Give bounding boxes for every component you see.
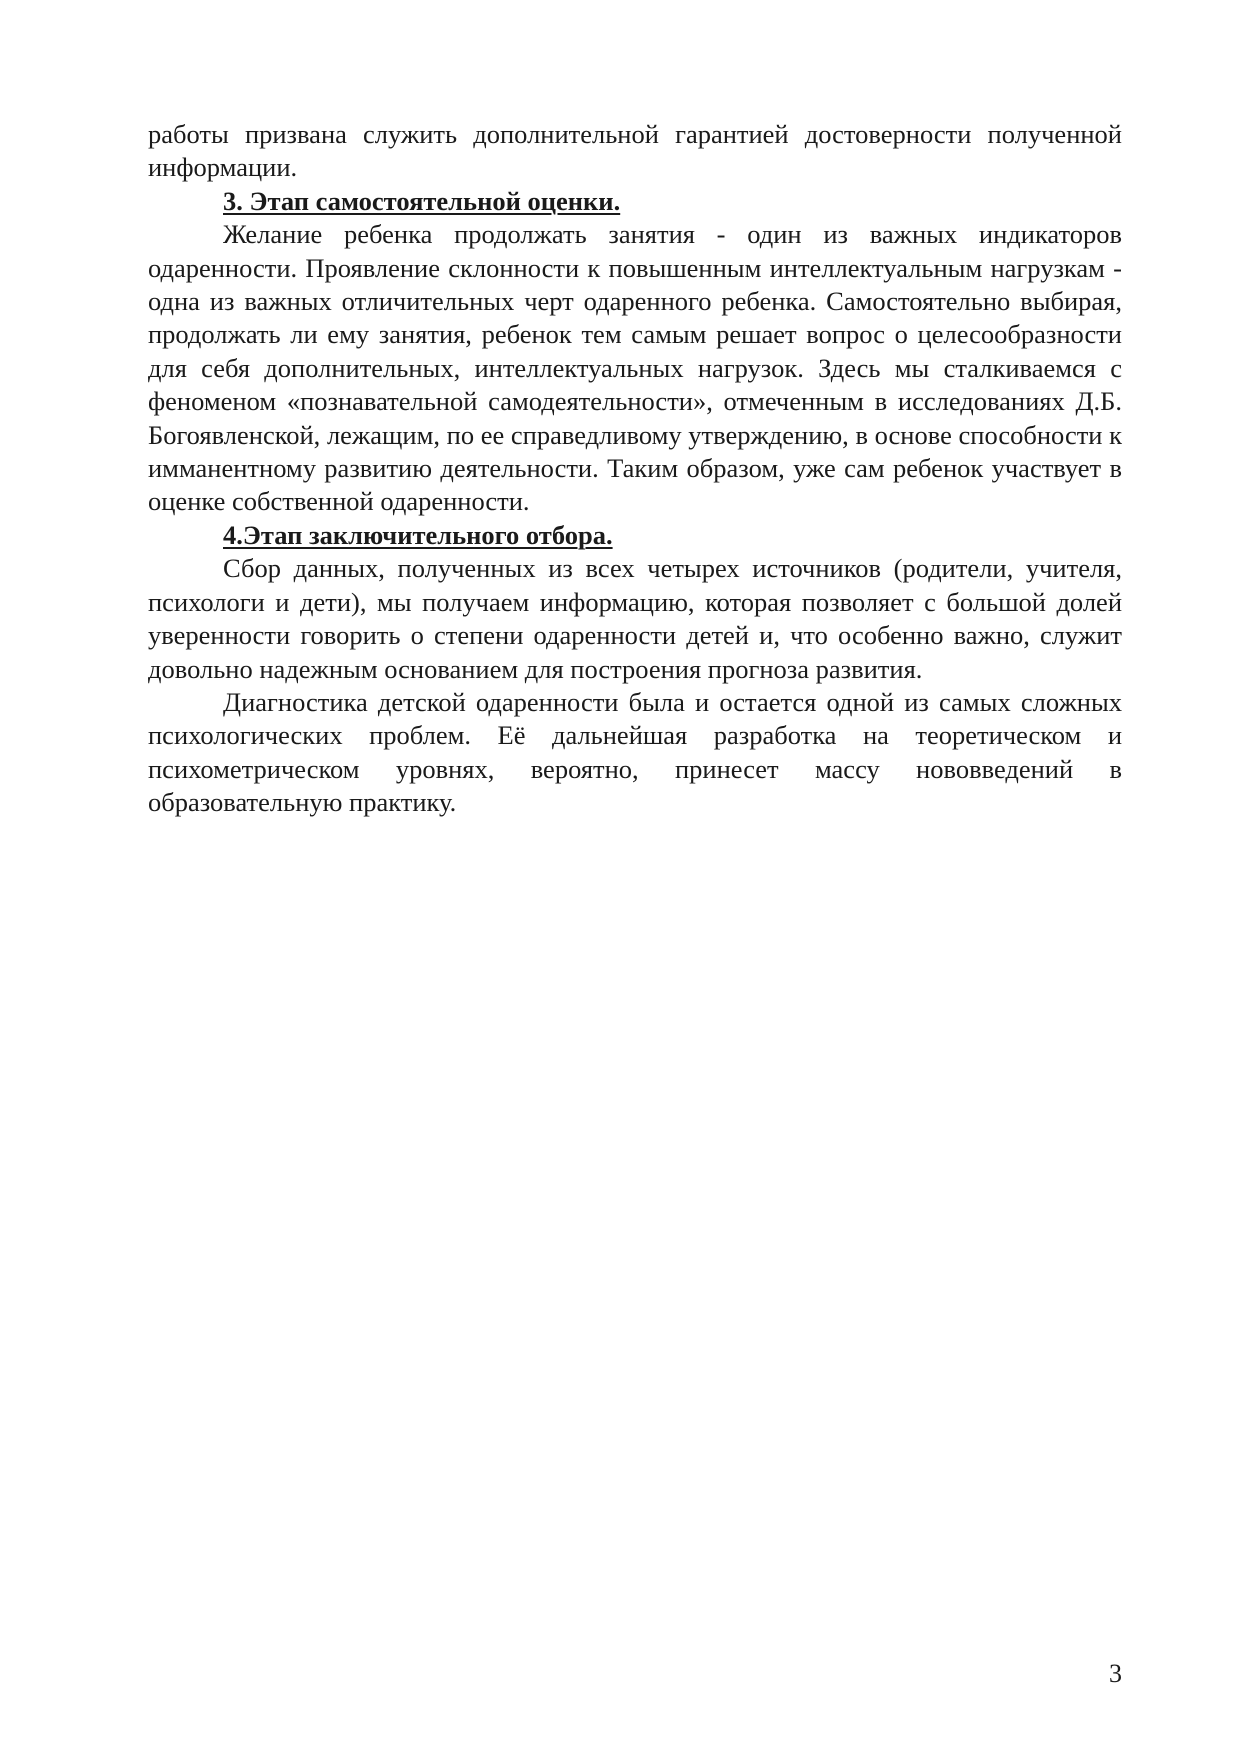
body-text <box>148 118 1122 820</box>
section-4-heading: 4.Этап заключительного отбора. <box>223 519 613 550</box>
conclusion-paragraph: Диагностика детской одаренности была и остается одной из самых сложных психологических проблем. Её дальнейшая разработка на теоретическом и психометрическом уровнях, вероятно, принесет массу нововведений в образовательную практику. <box>148 686 1122 818</box>
page-number: 3 <box>1109 1659 1122 1688</box>
continued-paragraph: работы призвана служить дополнительной гарантией достоверности полученной информации. <box>148 119 1122 183</box>
section-3-heading: 3. Этап самостоятельной оценки. <box>223 185 621 216</box>
section-3-paragraph: Желание ребенка продолжать занятия - один из важных индикаторов одаренности. Проявление склонности к повышенным интеллектуальным нагрузкам - одна из важных отличительных черт одаренного ребенка. Самостоятельно выбирая, продолжать ли ему занятия, ребенок тем самым решает вопрос о целесообразности для себя дополнительных, интеллектуальных нагрузок. Здесь мы сталкиваемся с феноменом «познавательной самодеятельности», отмеченным в исследованиях Д.Б. Богоявленской, лежащим, по ее справедливому утверждению, в основе способности к имманентному развитию деятельности. Таким образом, уже сам ребенок участвует в оценке собственной одаренности. <box>148 219 1122 517</box>
section-4-paragraph: Сбор данных, полученных из всех четырех источников (родители, учителя, психологи и дети), мы получаем информацию, которая позволяет с большой долей уверенности говорить о степени одаренности детей и, что особенно важно, служит довольно надежным основанием для построения прогноза развития. <box>148 553 1122 684</box>
